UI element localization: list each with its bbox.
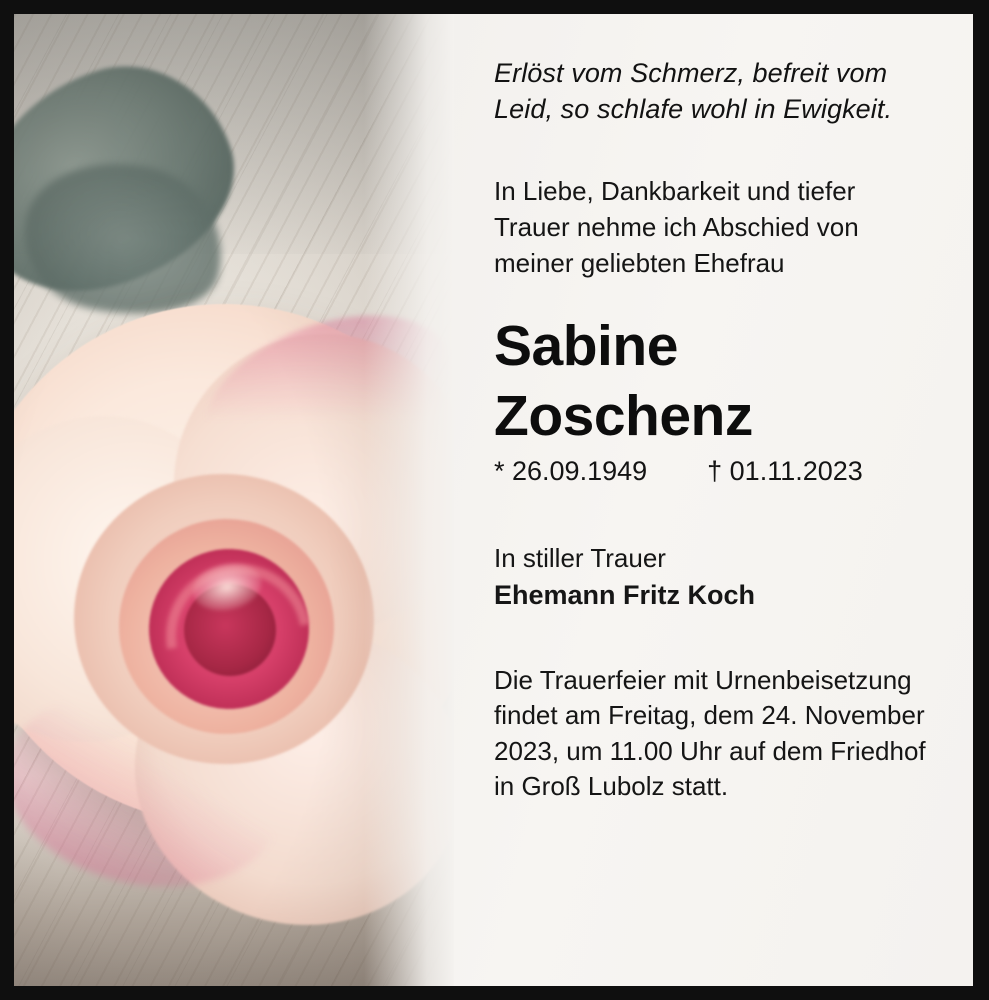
birth-date: * 26.09.1949 <box>494 455 648 486</box>
intro-text: In Liebe, Dankbarkeit und tiefer Trauer nehme ich Abschied von meiner geliebten Ehefrau <box>494 175 859 278</box>
ceremony-details: Die Trauerfeier mit Urnenbeisetzung findet am Freitag, dem 24. November 2023, um 11.00 Uhr auf dem Friedhof in Groß Lubolz statt. <box>494 664 926 802</box>
deceased-last-name: Zoschenz <box>494 383 753 448</box>
life-dates <box>494 456 929 487</box>
death-date: † 01.11.2023 <box>707 455 863 486</box>
photo-paper-fade <box>364 14 454 986</box>
deceased-first-name: Sabine <box>494 314 678 379</box>
rose-photo <box>14 14 454 986</box>
verse-text: Erlöst vom Schmerz, befreit vom Leid, so schlafe wohl in Ewigkeit. <box>494 58 893 124</box>
notice-card <box>14 14 973 986</box>
mourning-label: In stiller Trauer <box>494 542 666 573</box>
notice-text-panel <box>454 14 973 986</box>
mourning-name: Ehemann Fritz Koch <box>494 579 756 610</box>
